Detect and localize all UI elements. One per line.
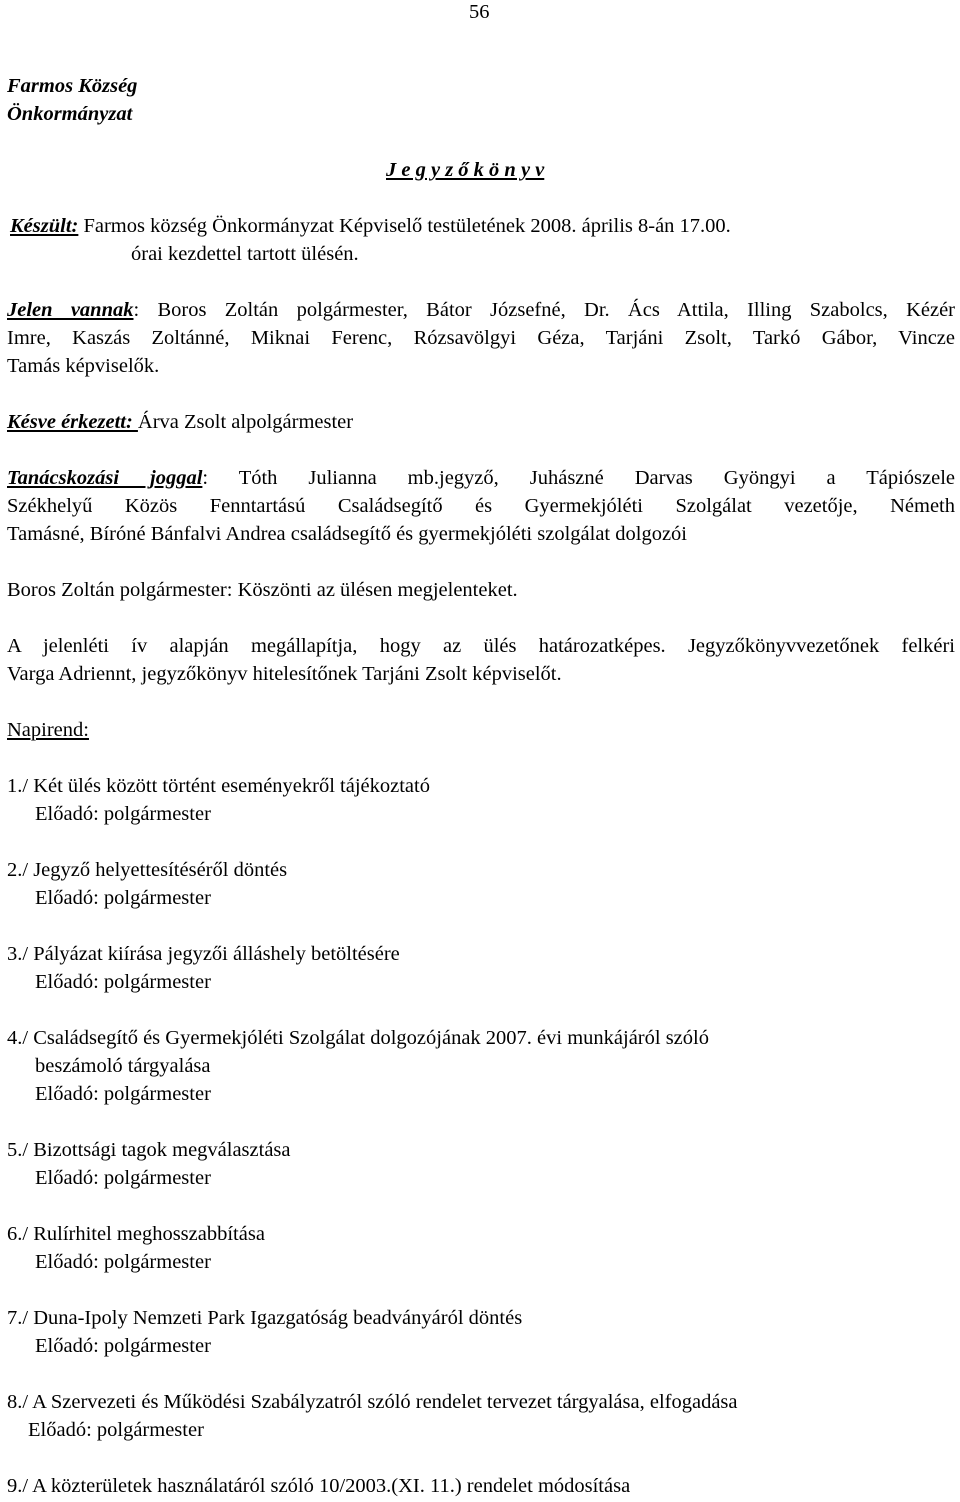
agenda-item-5 bbox=[7, 1136, 291, 1192]
page-number: 56 bbox=[469, 1, 490, 23]
jelen-text-2: Imre, Kaszás Zoltánné, Miknai Ferenc, Rózsavölgyi Géza, Tarjáni Zsolt, Tarkó Gábor, Vincze bbox=[7, 327, 955, 349]
greeting-paragraph: Boros Zoltán polgármester: Köszönti az ülésen megjelenteket. bbox=[7, 579, 518, 601]
agenda-item-presenter: Előadó: polgármester bbox=[35, 971, 211, 993]
agenda-item-title: 8./ A Szervezeti és Működési Szabályzatról szóló rendelet tervezet tárgyalása, elfogadása bbox=[7, 1391, 738, 1413]
kesve-block bbox=[7, 408, 353, 436]
agenda-item-2 bbox=[7, 856, 287, 912]
agenda-item-continuation: beszámoló tárgyalása bbox=[35, 1055, 211, 1077]
agenda-item-3 bbox=[7, 940, 400, 996]
keszult-block bbox=[10, 212, 731, 268]
quorum-paragraph bbox=[7, 632, 955, 688]
agenda-item-title: 6./ Rulírhitel meghosszabbítása bbox=[7, 1223, 265, 1245]
keszult-label: Készült: bbox=[10, 215, 79, 237]
agenda-item-presenter: Előadó: polgármester bbox=[28, 1419, 204, 1441]
agenda-item-presenter: Előadó: polgármester bbox=[35, 1335, 211, 1357]
agenda-item-title: 1./ Két ülés között történt eseményekről tájékoztató bbox=[7, 775, 430, 797]
kesve-label: Késve érkezett: bbox=[7, 411, 138, 433]
agenda-item-9 bbox=[7, 1472, 630, 1500]
municipality-line-2: Önkormányzat bbox=[7, 103, 133, 125]
agenda-item-presenter: Előadó: polgármester bbox=[35, 803, 211, 825]
municipality-line-1: Farmos Község bbox=[7, 75, 138, 97]
tanacskozasi-text-1: : Tóth Julianna mb.jegyző, Juhászné Darvas Gyöngyi a Tápiószele bbox=[202, 467, 955, 489]
document-title: J e g y z ő k ö n y v bbox=[386, 159, 545, 181]
jelen-label: Jelen vannak bbox=[7, 299, 134, 321]
agenda-item-title: 2./ Jegyző helyettesítéséről döntés bbox=[7, 859, 288, 881]
jelen-text-1: : Boros Zoltán polgármester, Bátor Józsefné, Dr. Ács Attila, Illing Szabolcs, Kézér bbox=[133, 299, 955, 321]
agenda-item-presenter: Előadó: polgármester bbox=[35, 1167, 211, 1189]
agenda-item-presenter: Előadó: polgármester bbox=[35, 1083, 211, 1105]
agenda-heading: Napirend: bbox=[7, 719, 89, 741]
quorum-text-2: Varga Adriennt, jegyzőkönyv hitelesítőnek Tarjáni Zsolt képviselőt. bbox=[7, 663, 562, 685]
agenda-item-presenter: Előadó: polgármester bbox=[35, 887, 211, 909]
agenda-item-title: 7./ Duna-Ipoly Nemzeti Park Igazgatóság beadványáról döntés bbox=[7, 1307, 523, 1329]
agenda-item-8 bbox=[7, 1388, 738, 1444]
agenda-item-6 bbox=[7, 1220, 265, 1276]
keszult-text-1: Farmos község Önkormányzat Képviselő testületének 2008. április 8-án 17.00. bbox=[78, 215, 731, 237]
tanacskozasi-text-2: Székhelyű Közös Fenntartású Családsegítő és Gyermekjóléti Szolgálat vezetője, Németh bbox=[7, 495, 955, 517]
tanacskozasi-label: Tanácskozási joggal bbox=[7, 467, 203, 489]
municipality-name bbox=[7, 72, 137, 128]
keszult-text-2: órai kezdettel tartott ülésén. bbox=[131, 243, 359, 265]
agenda-item-presenter: Előadó: polgármester bbox=[35, 1251, 211, 1273]
tanacskozasi-text-3: Tamásné, Bíróné Bánfalvi Andrea családsegítő és gyermekjóléti szolgálat dolgozói bbox=[7, 523, 687, 545]
agenda-item-4 bbox=[7, 1024, 709, 1108]
jelen-block bbox=[7, 296, 955, 380]
jelen-text-3: Tamás képviselők. bbox=[7, 355, 160, 377]
agenda-item-title: 5./ Bizottsági tagok megválasztása bbox=[7, 1139, 291, 1161]
agenda-item-1 bbox=[7, 772, 430, 828]
agenda-item-title: 4./ Családsegítő és Gyermekjóléti Szolgálat dolgozójának 2007. évi munkájáról szóló bbox=[7, 1027, 709, 1049]
agenda-item-7 bbox=[7, 1304, 522, 1360]
agenda-item-title: 3./ Pályázat kiírása jegyzői álláshely betöltésére bbox=[7, 943, 400, 965]
quorum-text-1: A jelenléti ív alapján megállapítja, hogy az ülés határozatképes. Jegyzőkönyvvezetőnek felkéri bbox=[7, 635, 955, 657]
tanacskozasi-block bbox=[7, 464, 955, 548]
agenda-item-title: 9./ A közterületek használatáról szóló 10/2003.(XI. 11.) rendelet módosítása bbox=[7, 1475, 631, 1497]
kesve-text: Árva Zsolt alpolgármester bbox=[137, 411, 354, 433]
